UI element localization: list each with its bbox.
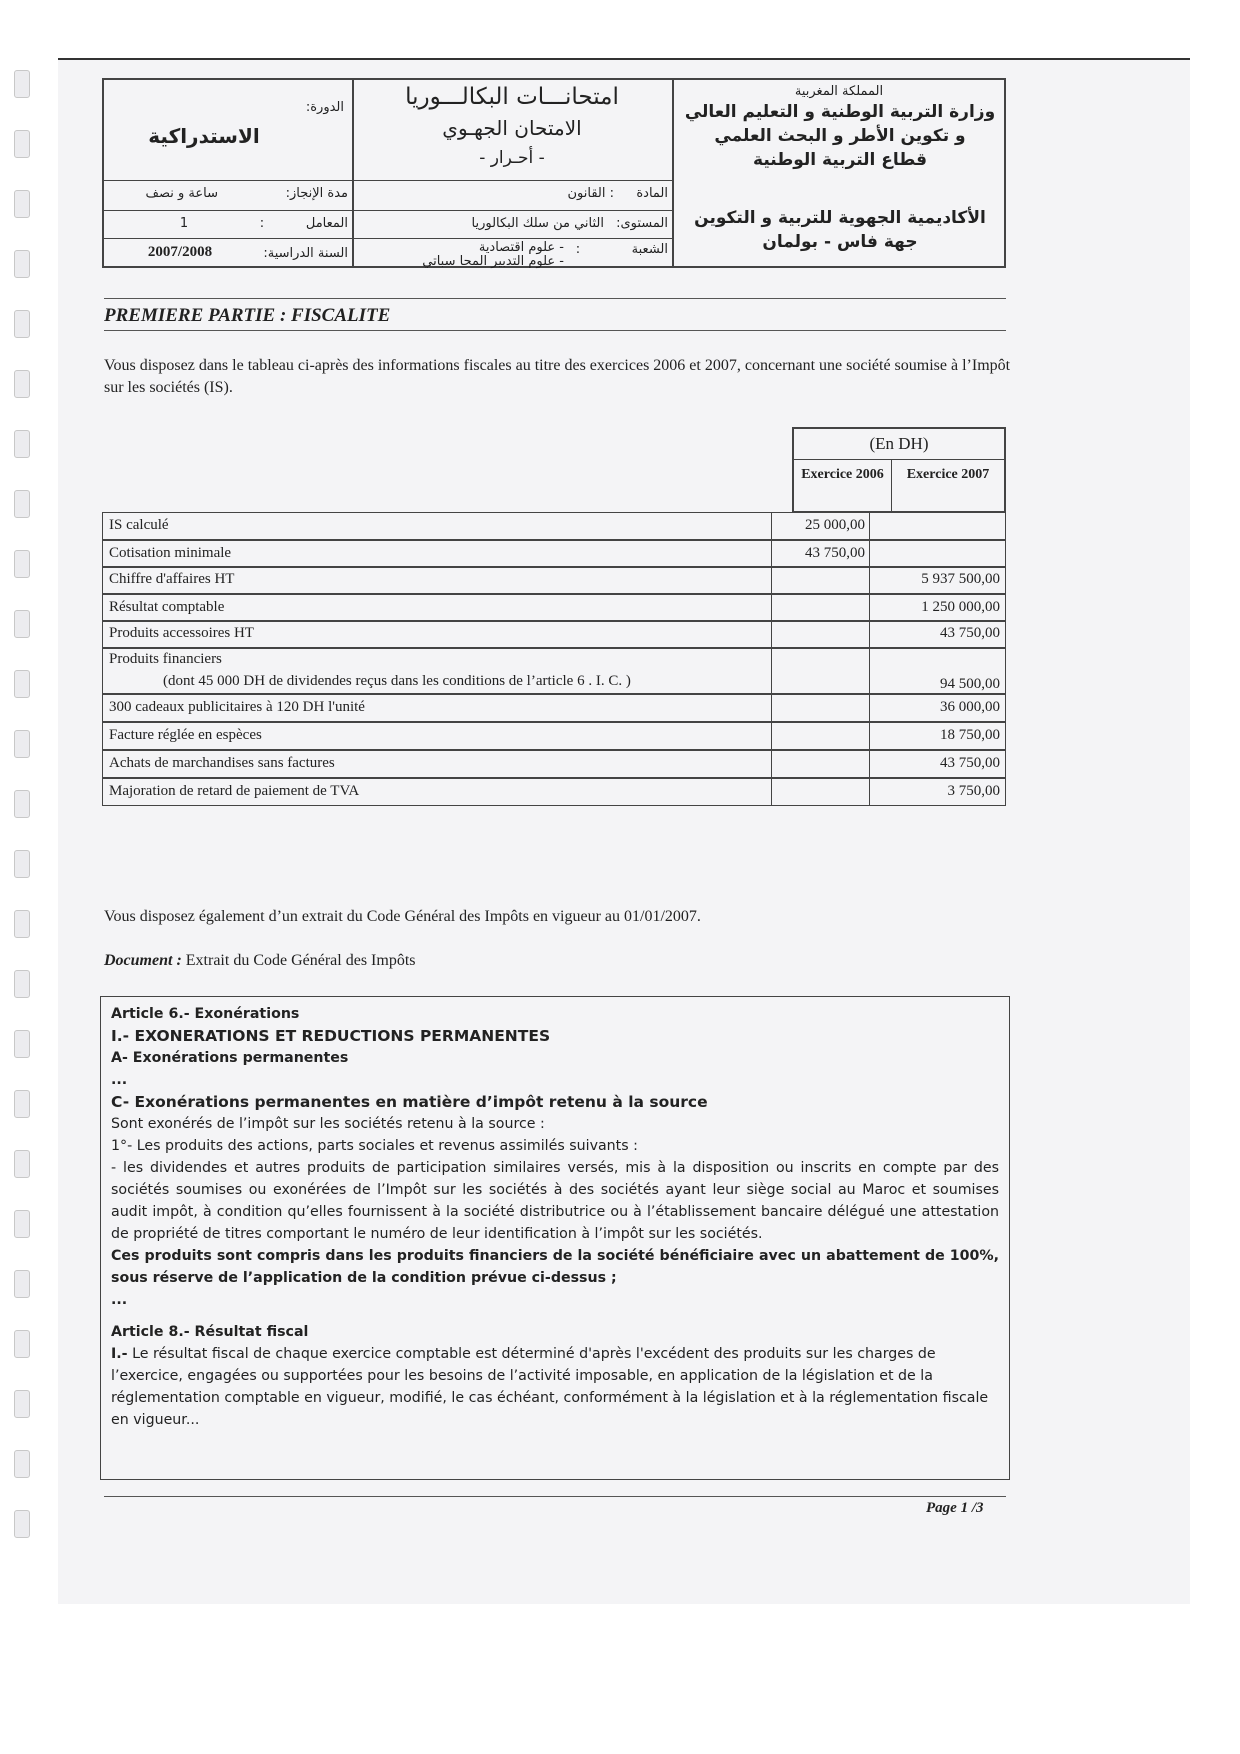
article-8-title: Article 8.- Résultat fiscal xyxy=(111,1324,309,1340)
table-row xyxy=(102,648,1006,694)
article-6-section-a: A- Exonérations permanentes xyxy=(111,1050,349,1066)
row-label: 300 cadeaux publicitaires à 120 DH l'unité xyxy=(109,699,365,715)
branch-value-2: - علوم التدبير المحا سباتي xyxy=(422,254,564,269)
cell-2007: 18 750,00 xyxy=(869,723,1004,749)
binder-holes xyxy=(14,70,34,1540)
cell-2007 xyxy=(869,541,1004,567)
cell-2006 xyxy=(771,567,869,593)
binder-hole xyxy=(14,1390,30,1418)
ellipsis: ... xyxy=(111,1072,128,1088)
school-year-label: السنة الدراسية: xyxy=(263,246,348,261)
row-label: Résultat comptable xyxy=(109,599,225,615)
binder-hole xyxy=(14,670,30,698)
article-6-c-item-1: 1°- Les produits des actions, parts sociales et revenus assimilés suivants : xyxy=(111,1138,638,1154)
row-label: IS calculé xyxy=(109,517,169,533)
cell-2007: 94 500,00 xyxy=(869,649,1004,693)
article-6-c-bold: Ces produits sont compris dans les produits financiers de la société bénéficiaire avec un abattement de 100%, sous réserve de l’application de la condition prévue ci-dessus ; xyxy=(111,1248,999,1286)
table-row xyxy=(102,620,1006,648)
cell-2006 xyxy=(771,779,869,805)
coefficient-label: المعامل xyxy=(305,216,348,231)
header-divider xyxy=(672,80,674,266)
academy-line-2: جهة فاس - بولمان xyxy=(762,232,918,252)
cell-2007: 36 000,00 xyxy=(869,695,1004,721)
table-row xyxy=(102,722,1006,750)
subject-value: : القانون xyxy=(567,186,614,201)
exam-header xyxy=(102,78,1006,268)
article-6-title: Article 6.- Exonérations xyxy=(111,1006,300,1022)
cell-2006 xyxy=(771,649,869,693)
branch-sep: : xyxy=(575,242,581,257)
binder-hole xyxy=(14,190,30,218)
session-value: الاستدراكية xyxy=(148,124,260,148)
table-row xyxy=(102,512,1006,540)
article-8-i-text: Le résultat fiscal de chaque exercice comptable est déterminé d'après l'excédent des produits sur les charges de l’exercice, engagées ou supportées pour les besoins de l’activité imposable, en application de la législation et de la réglementation comptable en vigueur, modifié, le cas échéant, conformément à la législation et à la réglementation fiscale en vigueur... xyxy=(111,1346,989,1428)
document-title: Extrait du Code Général des Impôts xyxy=(185,952,416,969)
exam-title: امتحانـــات البكالـــوريا xyxy=(405,84,619,110)
header-row-line xyxy=(104,180,672,181)
top-rule xyxy=(104,298,1006,299)
binder-hole xyxy=(14,850,30,878)
article-6-section-c: C- Exonérations permanentes en matière d’impôt retenu à la source xyxy=(111,1093,708,1111)
cell-2007: 43 750,00 xyxy=(869,751,1004,777)
exam-subtitle: الامتحان الجهـوي xyxy=(442,116,582,140)
article-6-c-intro: Sont exonérés de l’impôt sur les sociétés retenu à la source : xyxy=(111,1116,545,1132)
table-row xyxy=(102,750,1006,778)
col-header-2006: Exercice 2006 xyxy=(794,459,892,513)
cell-2007: 5 937 500,00 xyxy=(869,567,1004,593)
branch-value-1: - علوم اقتصادية xyxy=(478,240,564,255)
branch-label: الشعبة xyxy=(631,242,668,257)
document-caption xyxy=(104,952,416,970)
cell-2006: 25 000,00 xyxy=(771,513,869,539)
binder-hole xyxy=(14,970,30,998)
code-extract-box xyxy=(100,996,1010,1480)
binder-hole xyxy=(14,130,30,158)
cell-2007 xyxy=(869,513,1004,539)
subject-label: المادة xyxy=(636,186,668,201)
binder-hole xyxy=(14,70,30,98)
table-row xyxy=(102,694,1006,722)
coefficient-value: 1 xyxy=(179,216,189,231)
row-label: Achats de marchandises sans factures xyxy=(109,755,335,771)
cell-2006 xyxy=(771,695,869,721)
footer-rule xyxy=(104,1496,1006,1497)
cell-2006 xyxy=(771,595,869,621)
cell-2006: 43 750,00 xyxy=(771,541,869,567)
binder-hole xyxy=(14,430,30,458)
intro-paragraph: Vous disposez dans le tableau ci-après des informations fiscales au titre des exercices 2006 et 2007, concernant une société soumise à l’Impôt sur les sociétés (IS). xyxy=(104,357,1011,396)
level-label: المستوى: xyxy=(616,216,668,231)
cell-2007: 1 250 000,00 xyxy=(869,595,1004,621)
header-row-line xyxy=(104,238,672,239)
row-sublabel: (dont 45 000 DH de dividendes reçus dans les conditions de l’article 6 . I. C. ) xyxy=(163,673,631,689)
article-8-section-i xyxy=(111,1343,999,1431)
binder-hole xyxy=(14,1510,30,1538)
duration-value: ساعة و نصف xyxy=(145,186,218,201)
table-row xyxy=(102,540,1006,568)
col-header-2007: Exercice 2007 xyxy=(906,467,990,482)
row-label: Produits accessoires HT xyxy=(109,625,254,641)
article-6-section-i: I.- EXONERATIONS ET REDUCTIONS PERMANENTES xyxy=(111,1027,551,1045)
document-label: Document : xyxy=(104,952,182,969)
row-label: Produits financiers xyxy=(109,651,222,667)
duration-label: مدة الإنجاز: xyxy=(285,186,348,201)
cell-2006 xyxy=(771,751,869,777)
table-row xyxy=(102,566,1006,594)
extract-note: Vous disposez également d’un extrait du Code Général des Impôts en vigueur au 01/01/2007. xyxy=(104,908,701,925)
binder-hole xyxy=(14,250,30,278)
article-6-c-text: - les dividendes et autres produits de participation similaires versés, mis à la disposition ou inscrits en compte par des sociétés soumises ou exonérées de l’Impôt sur les sociétés à des sociétés ayant leur siège social au Maroc et soumises audit impôt, à condition qu’elles fournissent à la société distributrice ou à l’établissement bancaire délégué une attestation de propriété de titres comportant le numéro de leur identification à l’impôt sur les sociétés. xyxy=(111,1160,999,1242)
row-label: Majoration de retard de paiement de TVA xyxy=(109,783,360,799)
exam-candidates: - أحـرار - xyxy=(479,148,545,168)
ellipsis: ... xyxy=(111,1292,128,1308)
academy-line-1: الأكاديمية الجهوية للتربية و التكوين xyxy=(694,208,986,228)
row-label: Chiffre d'affaires HT xyxy=(109,571,235,587)
title-rule xyxy=(104,330,1006,331)
binder-hole xyxy=(14,1330,30,1358)
coefficient-sep: : xyxy=(259,216,265,231)
binder-hole xyxy=(14,310,30,338)
kingdom-name: المملكة المغربية xyxy=(794,84,884,99)
binder-hole xyxy=(14,730,30,758)
row-label: Cotisation minimale xyxy=(109,545,232,561)
cell-2007: 3 750,00 xyxy=(869,779,1004,805)
row-label: Facture réglée en espèces xyxy=(109,727,262,743)
cell-2006 xyxy=(771,723,869,749)
binder-hole xyxy=(14,1150,30,1178)
table-header xyxy=(792,427,1006,513)
table-row xyxy=(102,778,1006,806)
binder-hole xyxy=(14,1270,30,1298)
level-value: الثاني من سلك البكالوريا xyxy=(471,216,604,231)
binder-hole xyxy=(14,910,30,938)
binder-hole xyxy=(14,1210,30,1238)
header-row-line xyxy=(104,210,672,211)
binder-hole xyxy=(14,370,30,398)
session-label: الدورة: xyxy=(305,100,344,115)
binder-hole xyxy=(14,790,30,818)
binder-hole xyxy=(14,1450,30,1478)
cell-2006 xyxy=(771,621,869,647)
ministry-line-1: وزارة التربية الوطنية و التعليم العالي xyxy=(684,102,996,122)
article-8-i-label: I.- xyxy=(111,1346,128,1362)
binder-hole xyxy=(14,1090,30,1118)
page-number: Page 1 /3 xyxy=(926,1500,984,1516)
binder-hole xyxy=(14,490,30,518)
binder-hole xyxy=(14,550,30,578)
ministry-line-2: و تكوين الأطر و البحث العلمي xyxy=(714,126,966,146)
part-title: PREMIERE PARTIE : FISCALITE xyxy=(104,305,391,326)
school-year-value: 2007/2008 xyxy=(147,244,213,260)
binder-hole xyxy=(14,610,30,638)
table-row xyxy=(102,594,1006,622)
table-unit: (En DH) xyxy=(794,429,1004,460)
cell-2007: 43 750,00 xyxy=(869,621,1004,647)
ministry-line-3: قطاع التربية الوطنية xyxy=(753,150,927,170)
binder-hole xyxy=(14,1030,30,1058)
